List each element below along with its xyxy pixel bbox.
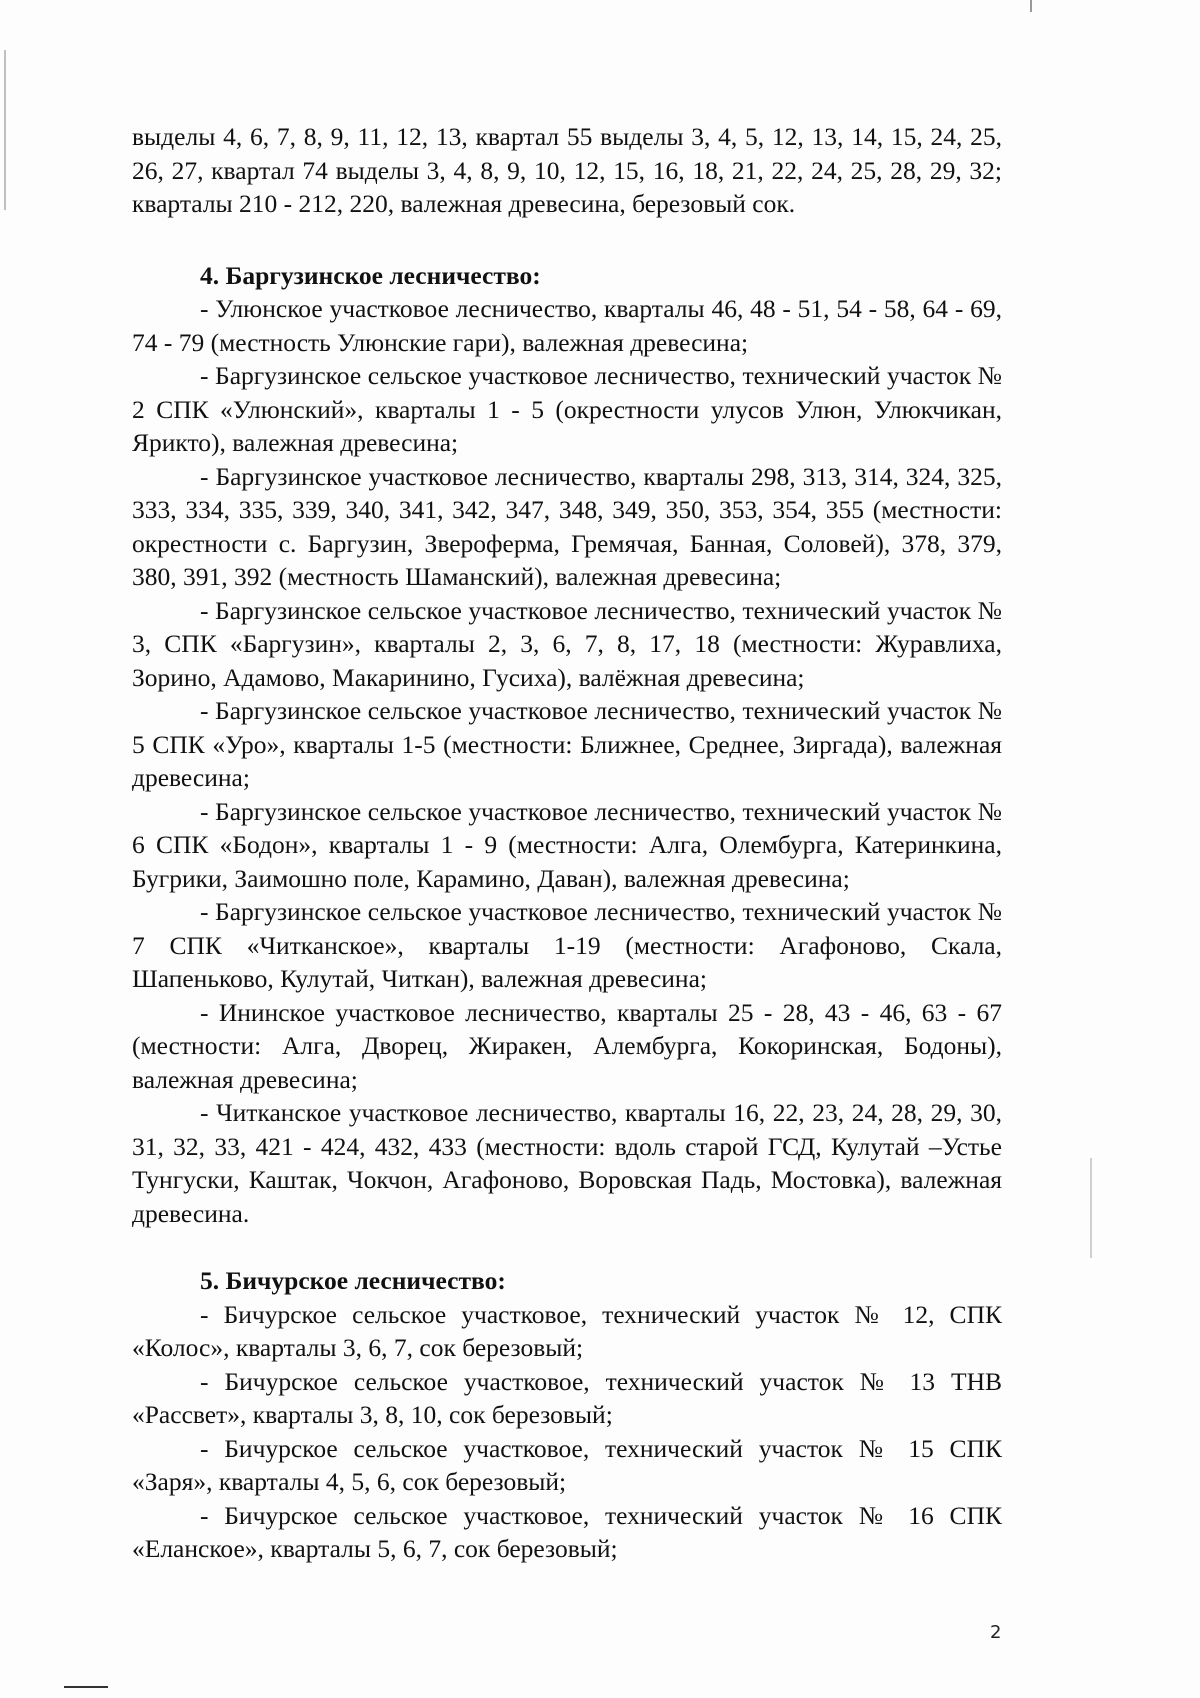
section-5-item: - Бичурское сельское участковое, технический участок № 16 СПК «Еланское», кварталы 5, 6, 7, сок березовый;	[132, 1500, 1002, 1563]
scan-mark-bottom	[64, 1686, 108, 1688]
section-4-item: - Баргузинское сельское участковое лесничество, технический участок № 5 СПК «Уро», кварталы 1-5 (местности: Ближнее, Среднее, Зиргада), валежная древесина;	[132, 696, 1002, 792]
section-4-item: - Ининское участковое лесничество, кварталы 25 - 28, 43 - 46, 63 - 67 (местности: Алга, Дворец, Жиракен, Алембурга, Кокоринская, Бодоны), валежная древесина;	[132, 997, 1002, 1094]
scan-mark-top	[1030, 0, 1032, 12]
section-4-item: - Баргузинское сельское участковое лесничество, технический участок № 7 СПК «Читканское», кварталы 1-19 (местности: Агафоново, Скала, Шапеньково, Кулутай, Читкан), валежная древесина;	[132, 897, 1002, 993]
section-4-item: - Баргузинское сельское участковое лесничество, технический участок № 6 СПК «Бодон», кварталы 1 - 9 (местности: Алга, Олембурга, Катеринкина, Бугрики, Заимошно поле, Карамино, Даван), валежная древесина;	[132, 796, 1002, 893]
intro-paragraph: выделы 4, 6, 7, 8, 9, 11, 12, 13, квартал 55 выделы 3, 4, 5, 12, 13, 14, 15, 24, 25, 26, 27, квартал 74 выделы 3, 4, 8, 9, 10, 12, 15, 16, 18, 21, 22, 24, 25, 28, 29, 32; кварталы 210 - 212, 220, валежная древесина, березовый сок.	[132, 122, 1002, 218]
section-spacer	[132, 221, 1002, 259]
section-5-heading: 5. Бичурское лесничество:	[200, 1266, 506, 1295]
page-number: 2	[990, 1622, 1002, 1643]
section-4-item: - Баргузинское сельское участковое лесничество, технический участок № 2 СПК «Улюнский», кварталы 1 - 5 (окрестности улусов Улюн, Улюкчикан, Ярикто), валежная древесина;	[132, 361, 1002, 457]
section-5-item: - Бичурское сельское участковое, технический участок № 12, СПК «Колос», кварталы 3, 6, 7, сок березовый;	[132, 1299, 1002, 1362]
section-4-item: - Баргузинское сельское участковое лесничество, технический участок № 3, СПК «Баргузин», кварталы 2, 3, 6, 7, 8, 17, 18 (местности: Журавлиха, Зорино, Адамово, Макаринино, Гусиха), валёжная древесина;	[132, 595, 1002, 692]
section-4-item: - Улюнское участковое лесничество, кварталы 46, 48 - 51, 54 - 58, 64 - 69, 74 - 79 (местность Улюнские гари), валежная древесина;	[132, 294, 1002, 357]
section-5-item: - Бичурское сельское участковое, технический участок № 15 СПК «Заря», кварталы 4, 5, 6, сок березовый;	[132, 1433, 1002, 1496]
section-5-item: - Бичурское сельское участковое, технический участок № 13 ТНВ «Рассвет», кварталы 3, 8, 10, сок березовый;	[132, 1366, 1002, 1429]
section-4-heading: 4. Баргузинское лесничество:	[200, 260, 541, 290]
section-4-item: - Баргузинское участковое лесничество, кварталы 298, 313, 314, 324, 325, 333, 334, 335, 339, 340, 341, 342, 347, 348, 349, 350, 353, 354, 355 (местности: окрестности с. Баргузин, Звероферма, Гремячая, Банная, Соловей), 378, 379, 380, 391, 392 (местность Шаманский), валежная древесина;	[132, 461, 1002, 591]
section-spacer	[132, 1230, 1002, 1264]
scan-edge-right	[1090, 1158, 1092, 1258]
scan-edge-left	[4, 50, 6, 210]
section-4-item: - Читканское участковое лесничество, кварталы 16, 22, 23, 24, 28, 29, 30, 31, 32, 33, 421 - 424, 432, 433 (местности: вдоль старой ГСД, Кулутай –Устье Тунгуски, Каштак, Чокчон, Агафоново, Воровская Падь, Мостовка), валежная древесина.	[132, 1098, 1002, 1228]
document-body	[132, 120, 1002, 1566]
